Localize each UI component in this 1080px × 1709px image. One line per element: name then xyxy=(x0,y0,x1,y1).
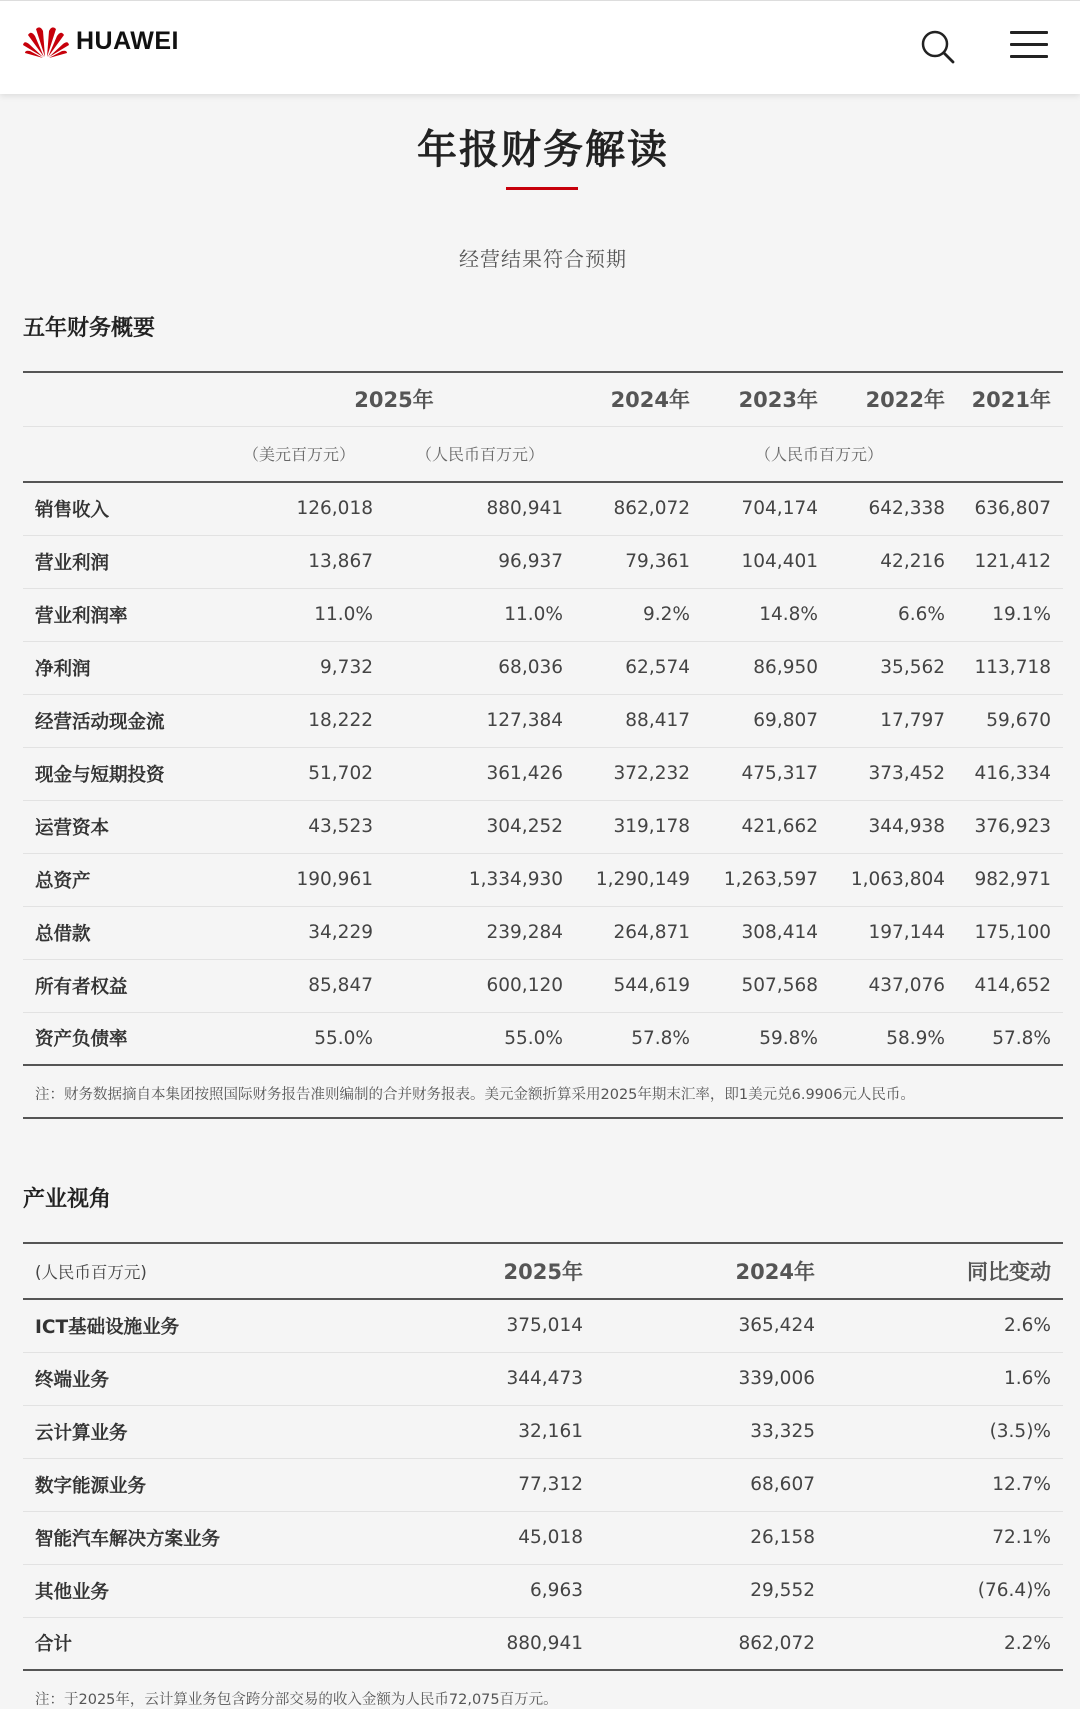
table-row xyxy=(23,1405,1063,1458)
industry-header-row xyxy=(23,1243,1063,1299)
table-row xyxy=(23,588,1063,641)
cell-value: 43,523 xyxy=(213,800,385,853)
cell-value: 17,797 xyxy=(830,694,957,747)
cell-value: 121,412 xyxy=(957,535,1063,588)
cell-value: 862,072 xyxy=(595,1617,827,1670)
page-subtitle: 经营结果符合预期 xyxy=(459,247,627,271)
table-row xyxy=(23,853,1063,906)
cell-value: 264,871 xyxy=(575,906,702,959)
header-year-2022: 2022年 xyxy=(830,372,957,426)
row-label: 现金与短期投资 xyxy=(23,747,213,800)
industry-header-2025: 2025年 xyxy=(363,1243,595,1299)
cell-value: 190,961 xyxy=(213,853,385,906)
menu-bar xyxy=(1010,55,1048,58)
cell-value: 1,334,930 xyxy=(385,853,575,906)
cell-value: 104,401 xyxy=(702,535,830,588)
cell-value: (76.4)% xyxy=(827,1564,1063,1617)
table-row xyxy=(23,482,1063,535)
hamburger-menu-button[interactable] xyxy=(1010,31,1048,61)
unit-rmb-2025: （人民币百万元） xyxy=(385,426,575,482)
row-label: 经营活动现金流 xyxy=(23,694,213,747)
financial-footnote: 注：财务数据摘自本集团按照国际财务报告准则编制的合并财务报表。美元金额折算采用2025年期末汇率，即1美元兑6.9906元人民币。 xyxy=(23,1066,1063,1119)
row-label: 合计 xyxy=(23,1617,363,1670)
cell-value: 58.9% xyxy=(830,1012,957,1065)
cell-value: 11.0% xyxy=(213,588,385,641)
cell-value: 982,971 xyxy=(957,853,1063,906)
cell-value: 33,325 xyxy=(595,1405,827,1458)
header-year-2025: 2025年 xyxy=(213,372,575,426)
cell-value: 376,923 xyxy=(957,800,1063,853)
menu-bar xyxy=(1010,43,1048,46)
header-year-2024: 2024年 xyxy=(575,372,702,426)
cell-value: 26,158 xyxy=(595,1511,827,1564)
table-row xyxy=(23,1299,1063,1352)
cell-value: 365,424 xyxy=(595,1299,827,1352)
cell-value: 126,018 xyxy=(213,482,385,535)
cell-value: 68,036 xyxy=(385,641,575,694)
row-label: 营业利润 xyxy=(23,535,213,588)
cell-value: 1,263,597 xyxy=(702,853,830,906)
row-label: 资产负债率 xyxy=(23,1012,213,1065)
menu-bar xyxy=(1010,31,1048,34)
table-row xyxy=(23,1458,1063,1511)
cell-value: 6,963 xyxy=(363,1564,595,1617)
five-year-section-title: 五年财务概要 xyxy=(23,316,156,341)
table-row xyxy=(23,906,1063,959)
cell-value: 373,452 xyxy=(830,747,957,800)
row-label: 净利润 xyxy=(23,641,213,694)
cell-value: 600,120 xyxy=(385,959,575,1012)
cell-value: 239,284 xyxy=(385,906,575,959)
cell-value: 2.2% xyxy=(827,1617,1063,1670)
cell-value: 42,216 xyxy=(830,535,957,588)
cell-value: 127,384 xyxy=(385,694,575,747)
row-label: 总借款 xyxy=(23,906,213,959)
cell-value: 59.8% xyxy=(702,1012,830,1065)
cell-value: 59,670 xyxy=(957,694,1063,747)
cell-value: 69,807 xyxy=(702,694,830,747)
row-label: 其他业务 xyxy=(23,1564,363,1617)
table-row xyxy=(23,1012,1063,1065)
year-header-row xyxy=(23,372,1063,426)
huawei-flower-icon xyxy=(22,23,70,59)
cell-value: 361,426 xyxy=(385,747,575,800)
cell-value: 79,361 xyxy=(575,535,702,588)
cell-value: 88,417 xyxy=(575,694,702,747)
cell-value: 86,950 xyxy=(702,641,830,694)
cell-value: 13,867 xyxy=(213,535,385,588)
cell-value: 11.0% xyxy=(385,588,575,641)
five-year-summary-table xyxy=(23,371,1063,1066)
cell-value: 18,222 xyxy=(213,694,385,747)
table-row xyxy=(23,641,1063,694)
cell-value: 29,552 xyxy=(595,1564,827,1617)
industry-unit-label: (人民币百万元) xyxy=(23,1243,363,1299)
cell-value: 414,652 xyxy=(957,959,1063,1012)
row-label: 所有者权益 xyxy=(23,959,213,1012)
cell-value: 344,938 xyxy=(830,800,957,853)
cell-value: 1,290,149 xyxy=(575,853,702,906)
industry-header-yoy: 同比变动 xyxy=(827,1243,1063,1299)
cell-value: 55.0% xyxy=(385,1012,575,1065)
logo-text: HUAWEI xyxy=(76,26,179,55)
cell-value: 344,473 xyxy=(363,1352,595,1405)
cell-value: 636,807 xyxy=(957,482,1063,535)
cell-value: 55.0% xyxy=(213,1012,385,1065)
row-label: 营业利润率 xyxy=(23,588,213,641)
industry-section-title: 产业视角 xyxy=(23,1187,112,1212)
header-year-2021: 2021年 xyxy=(957,372,1063,426)
row-label: 运营资本 xyxy=(23,800,213,853)
cell-value: 62,574 xyxy=(575,641,702,694)
cell-value: 1,063,804 xyxy=(830,853,957,906)
row-label: 销售收入 xyxy=(23,482,213,535)
cell-value: 113,718 xyxy=(957,641,1063,694)
cell-value: 9,732 xyxy=(213,641,385,694)
top-navigation-bar xyxy=(0,0,1080,94)
cell-value: 544,619 xyxy=(575,959,702,1012)
cell-value: (3.5)% xyxy=(827,1405,1063,1458)
cell-value: 375,014 xyxy=(363,1299,595,1352)
cell-value: 642,338 xyxy=(830,482,957,535)
cell-value: 880,941 xyxy=(385,482,575,535)
cell-value: 862,072 xyxy=(575,482,702,535)
cell-value: 421,662 xyxy=(702,800,830,853)
cell-value: 6.6% xyxy=(830,588,957,641)
huawei-logo[interactable] xyxy=(22,23,179,59)
unit-blank xyxy=(23,426,213,482)
cell-value: 308,414 xyxy=(702,906,830,959)
cell-value: 437,076 xyxy=(830,959,957,1012)
cell-value: 416,334 xyxy=(957,747,1063,800)
table-row xyxy=(23,959,1063,1012)
table-row xyxy=(23,1564,1063,1617)
cell-value: 57.8% xyxy=(575,1012,702,1065)
cell-value: 2.6% xyxy=(827,1299,1063,1352)
unit-rmb-prior: （人民币百万元） xyxy=(575,426,1063,482)
table-row xyxy=(23,1352,1063,1405)
cell-value: 85,847 xyxy=(213,959,385,1012)
cell-value: 339,006 xyxy=(595,1352,827,1405)
search-button[interactable] xyxy=(918,27,958,67)
row-label: 数字能源业务 xyxy=(23,1458,363,1511)
cell-value: 1.6% xyxy=(827,1352,1063,1405)
page-title: 年报财务解读 xyxy=(417,127,669,173)
cell-value: 9.2% xyxy=(575,588,702,641)
cell-value: 35,562 xyxy=(830,641,957,694)
table-row xyxy=(23,747,1063,800)
unit-header-row xyxy=(23,426,1063,482)
cell-value: 319,178 xyxy=(575,800,702,853)
cell-value: 57.8% xyxy=(957,1012,1063,1065)
cell-value: 372,232 xyxy=(575,747,702,800)
industry-footnote: 注：于2025年，云计算业务包含跨分部交易的收入金额为人民币72,075百万元。 xyxy=(35,1692,558,1708)
cell-value: 880,941 xyxy=(363,1617,595,1670)
row-label: ICT基础设施业务 xyxy=(23,1299,363,1352)
cell-value: 14.8% xyxy=(702,588,830,641)
cell-value: 304,252 xyxy=(385,800,575,853)
cell-value: 77,312 xyxy=(363,1458,595,1511)
cell-value: 704,174 xyxy=(702,482,830,535)
table-row xyxy=(23,800,1063,853)
search-icon xyxy=(918,27,958,67)
cell-value: 475,317 xyxy=(702,747,830,800)
unit-usd: （美元百万元） xyxy=(213,426,385,482)
cell-value: 72.1% xyxy=(827,1511,1063,1564)
header-blank xyxy=(23,372,213,426)
row-label: 智能汽车解决方案业务 xyxy=(23,1511,363,1564)
cell-value: 45,018 xyxy=(363,1511,595,1564)
industry-header-2024: 2024年 xyxy=(595,1243,827,1299)
row-label: 总资产 xyxy=(23,853,213,906)
cell-value: 51,702 xyxy=(213,747,385,800)
cell-value: 34,229 xyxy=(213,906,385,959)
cell-value: 197,144 xyxy=(830,906,957,959)
industry-revenue-table xyxy=(23,1242,1063,1671)
cell-value: 68,607 xyxy=(595,1458,827,1511)
cell-value: 96,937 xyxy=(385,535,575,588)
cell-value: 175,100 xyxy=(957,906,1063,959)
title-underline xyxy=(506,187,578,190)
header-year-2023: 2023年 xyxy=(702,372,830,426)
table-row xyxy=(23,694,1063,747)
cell-value: 19.1% xyxy=(957,588,1063,641)
cell-value: 12.7% xyxy=(827,1458,1063,1511)
row-label: 云计算业务 xyxy=(23,1405,363,1458)
table-row xyxy=(23,1617,1063,1670)
row-label: 终端业务 xyxy=(23,1352,363,1405)
cell-value: 507,568 xyxy=(702,959,830,1012)
cell-value: 32,161 xyxy=(363,1405,595,1458)
table-row xyxy=(23,535,1063,588)
table-row xyxy=(23,1511,1063,1564)
